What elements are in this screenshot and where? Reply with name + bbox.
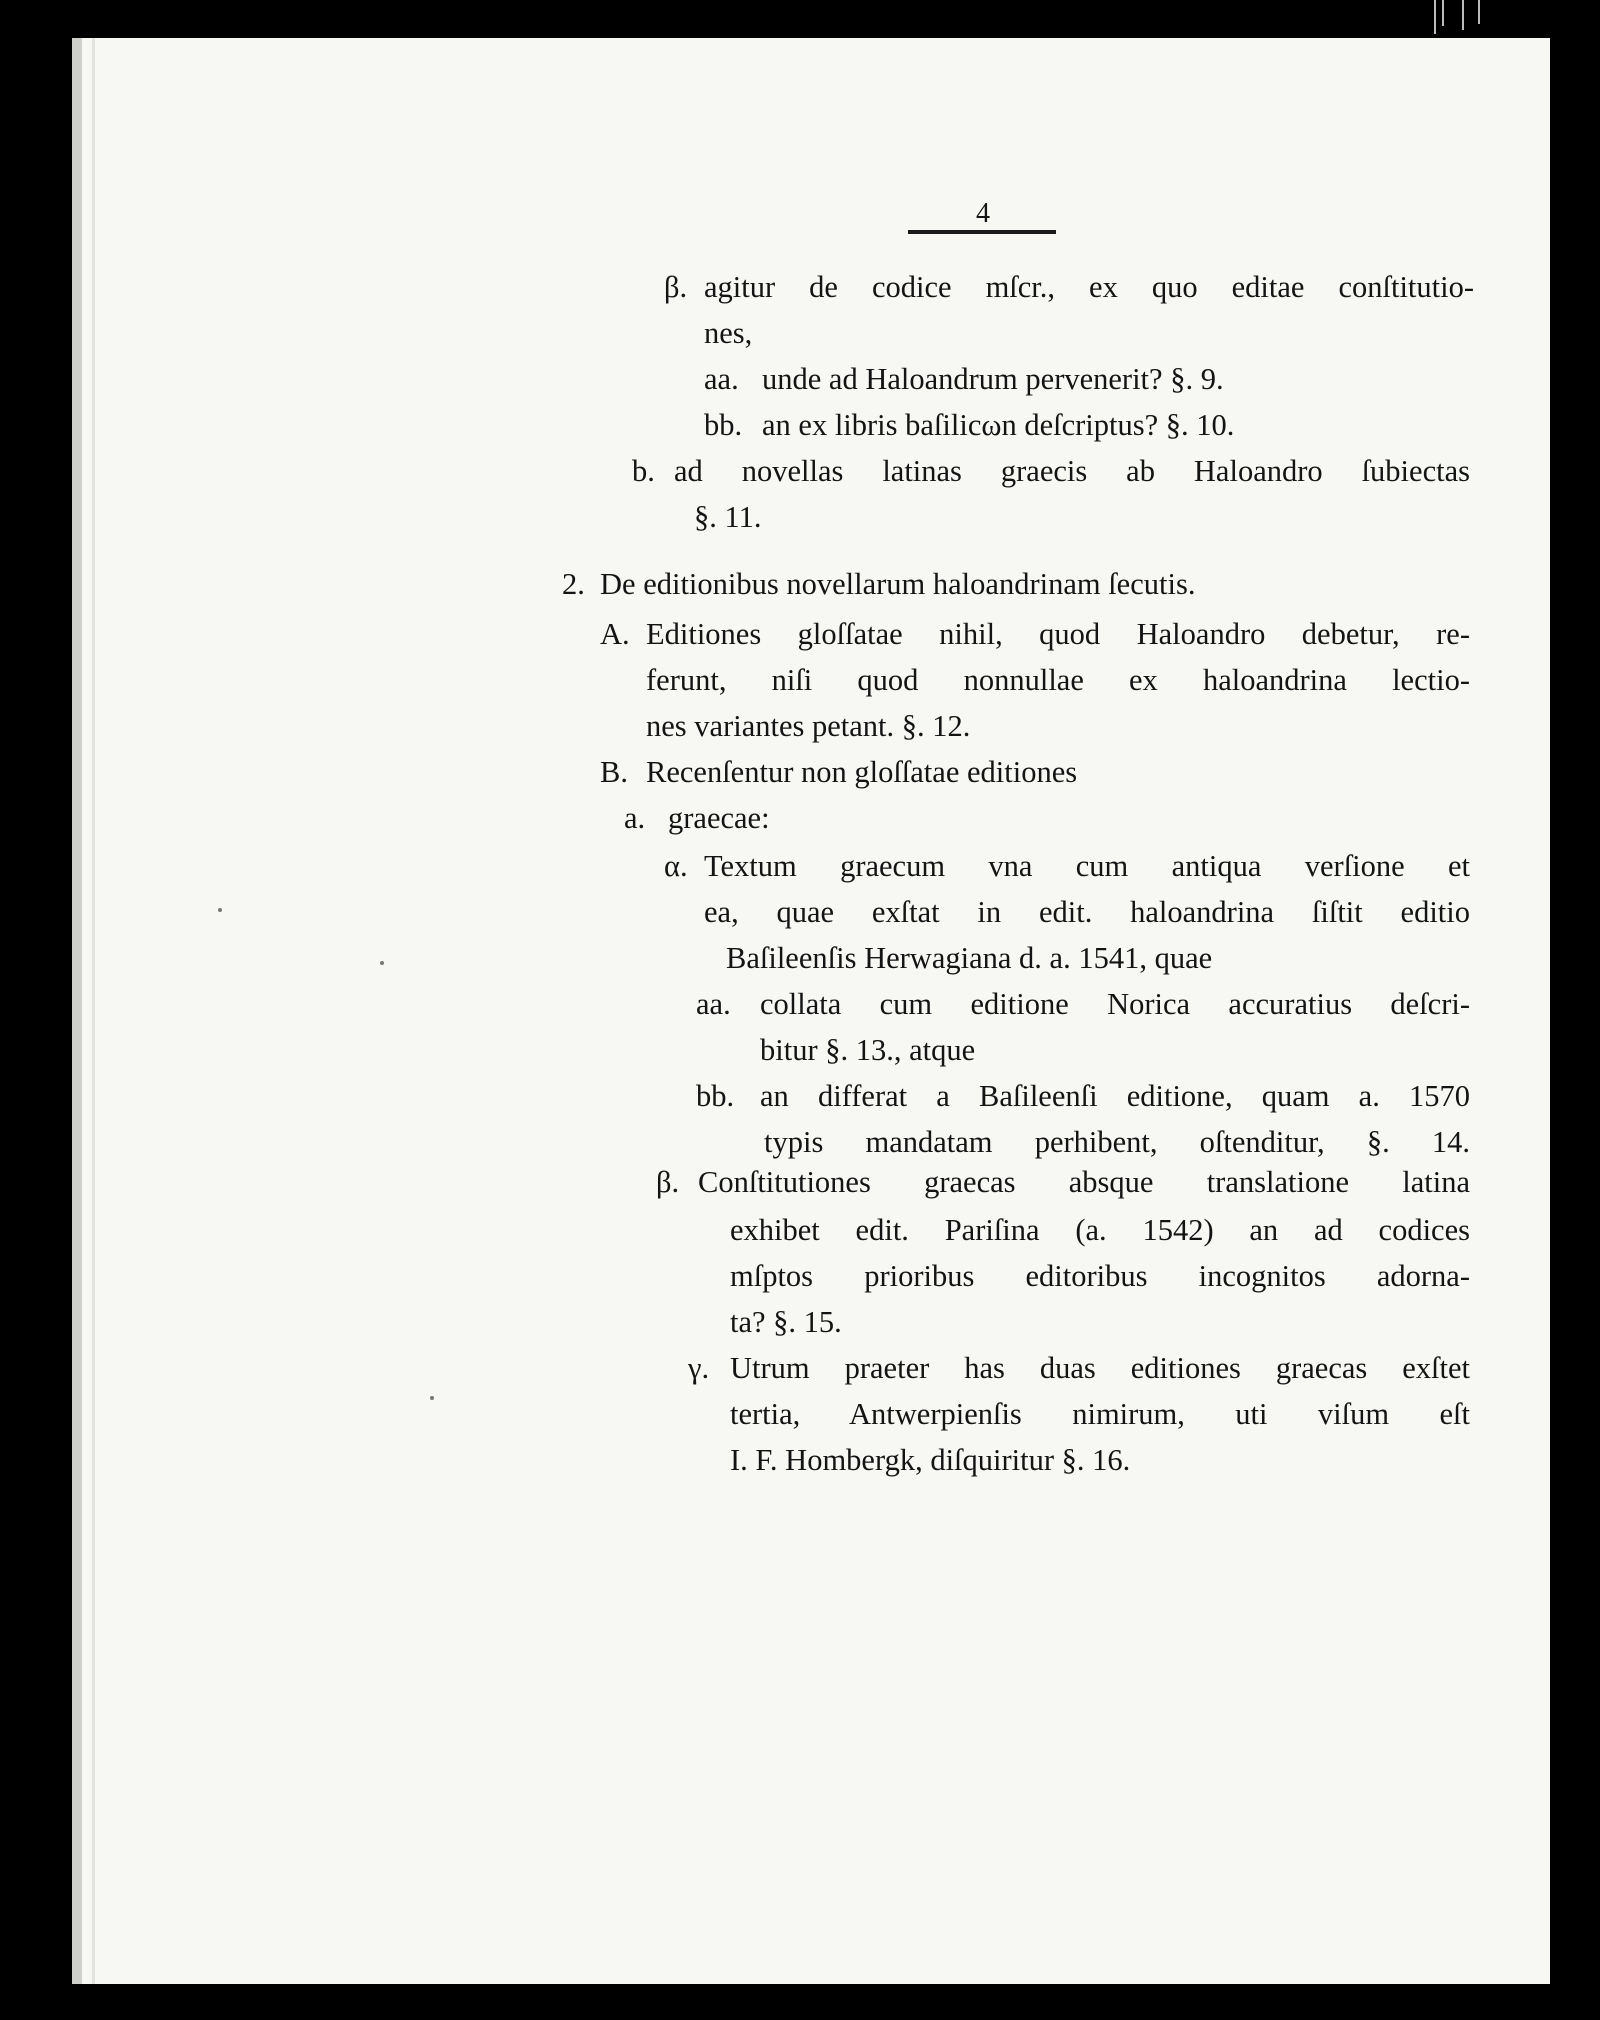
outline-marker: α.	[664, 849, 688, 883]
outline-line	[0, 1346, 1600, 1390]
outline-line	[0, 1208, 1600, 1252]
page-number: 4	[976, 198, 990, 229]
outline-text: mſptos prioribus editoribus incognitos adorna-	[730, 1259, 1470, 1293]
outline-line	[0, 1254, 1600, 1298]
outline-text: ad novellas latinas graecis ab Haloandro ſubiectas	[674, 454, 1470, 488]
outline-marker: aa.	[704, 362, 739, 396]
outline-marker: β.	[656, 1165, 680, 1199]
outline-text: graecae:	[668, 801, 770, 835]
outline-line	[0, 704, 1600, 748]
outline-marker: a.	[624, 801, 646, 835]
outline-text: Utrum praeter has duas editiones graecas exſtet	[730, 1351, 1470, 1385]
outline-text: unde ad Haloandrum pervenerit? §. 9.	[762, 362, 1224, 396]
outline-line	[0, 890, 1600, 934]
outline-marker: bb.	[704, 408, 743, 442]
outline-text: typis mandatam perhibent, oſtenditur, §. 14.	[764, 1125, 1470, 1159]
outline-line	[0, 1392, 1600, 1436]
outline-line	[0, 1028, 1600, 1072]
outline-text: agitur de codice mſcr., ex quo editae conſtitutio-	[704, 270, 1474, 304]
outline-marker: γ.	[688, 1351, 710, 1385]
outline-text: bitur §. 13., atque	[760, 1033, 976, 1067]
outline-line	[0, 265, 1600, 309]
outline-marker: β.	[664, 270, 688, 304]
outline-marker: B.	[600, 755, 628, 789]
outline-marker: b.	[632, 454, 655, 488]
outline-text: ea, quae exſtat in edit. haloandrina ſiſtit editio	[704, 895, 1470, 929]
outline-text: exhibet edit. Pariſina (a. 1542) an ad codices	[730, 1213, 1470, 1247]
outline-line	[0, 311, 1600, 355]
outline-line	[0, 403, 1600, 447]
outline-text: I. F. Hombergk, diſquiritur §. 16.	[730, 1443, 1131, 1477]
outline-text: ferunt, niſi quod nonnullae ex haloandrina lectio-	[646, 663, 1470, 697]
outline-text: Recenſentur non gloſſatae editiones	[646, 755, 1078, 789]
outline-text: tertia, Antwerpienſis nimirum, uti viſum eſt	[730, 1397, 1470, 1431]
outline-line	[0, 1300, 1600, 1344]
outline-line	[0, 562, 1600, 606]
outline-marker: aa.	[696, 987, 731, 1021]
outline-line	[0, 844, 1600, 888]
outline-text: Conſtitutiones graecas absque translatione latina	[698, 1165, 1470, 1199]
outline-line	[0, 796, 1600, 840]
outline-text: an differat a Baſileenſi editione, quam a. 1570	[760, 1079, 1470, 1113]
outline-line	[0, 1438, 1600, 1482]
outline-marker: bb.	[696, 1079, 735, 1113]
outline-line	[0, 750, 1600, 794]
outline-line	[0, 658, 1600, 702]
outline-text: Editiones gloſſatae nihil, quod Haloandro debetur, re-	[646, 617, 1470, 651]
outline-text: ta? §. 15.	[730, 1305, 842, 1339]
outline-line	[0, 936, 1600, 980]
outline-text: Baſileenſis Herwagiana d. a. 1541, quae	[726, 941, 1213, 975]
outline-line	[0, 357, 1600, 401]
outline-line	[0, 612, 1600, 656]
outline-text: Textum graecum vna cum antiqua verſione et	[704, 849, 1470, 883]
outline-text: an ex libris baſilicωn deſcriptus? §. 10.	[762, 408, 1235, 442]
outline-line	[0, 449, 1600, 493]
outline-marker: A.	[600, 617, 630, 651]
outline-line	[0, 1120, 1600, 1164]
outline-marker: 2.	[562, 567, 585, 601]
outline-text: De editionibus novellarum haloandrinam ſecutis.	[600, 567, 1196, 601]
outline-text: §. 11.	[694, 500, 762, 534]
outline-line	[0, 1074, 1600, 1118]
outline-line	[0, 982, 1600, 1026]
outline-text: nes,	[704, 316, 753, 350]
outline-text: nes variantes petant. §. 12.	[646, 709, 971, 743]
outline-text: collata cum editione Norica accuratius deſcri-	[760, 987, 1470, 1021]
outline-line	[0, 1160, 1600, 1204]
outline-line	[0, 495, 1600, 539]
